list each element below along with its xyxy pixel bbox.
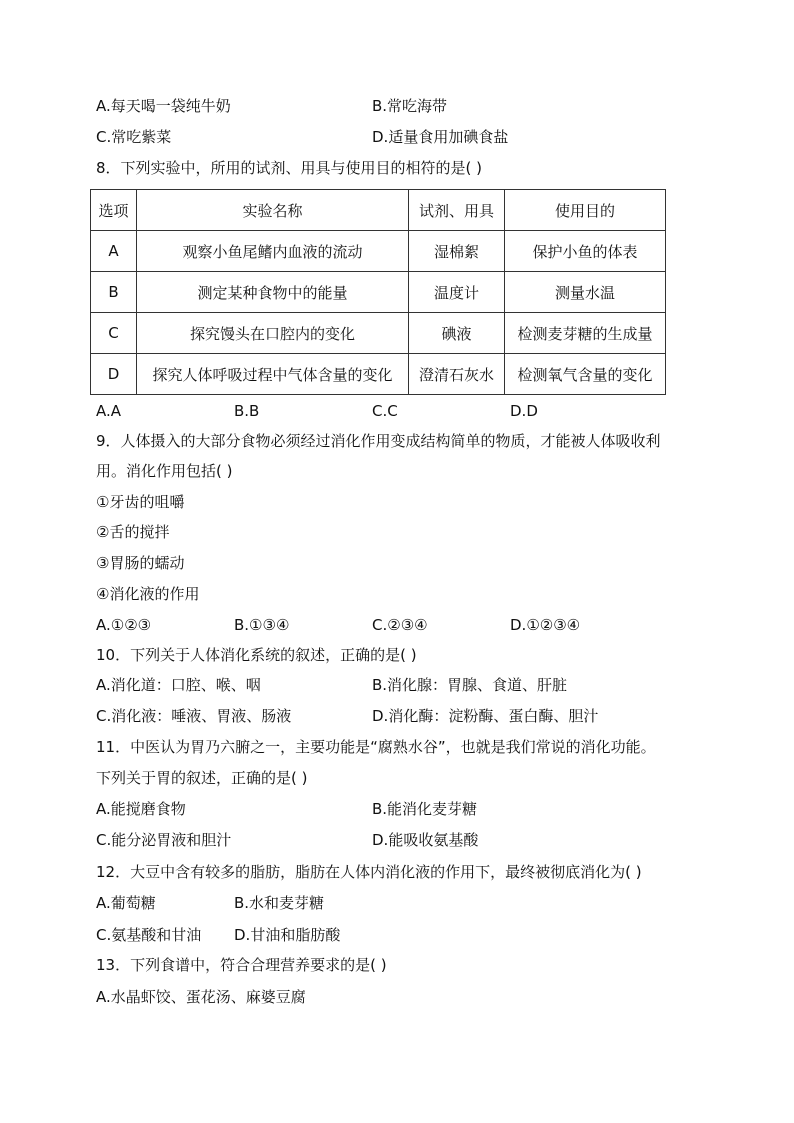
q10-option-a: A.消化道：口腔、喉、咽 — [96, 676, 261, 694]
q8-stem: 8．下列实验中，所用的试剂、用具与使用目的相符的是( ) — [96, 159, 483, 177]
q7-option-c: C.常吃紫菜 — [96, 128, 172, 146]
q13-stem: 13．下列食谱中，符合合理营养要求的是( ) — [96, 956, 387, 974]
q8-option-a: A.A — [96, 402, 122, 420]
q10-option-b: B.消化腺：胃腺、食道、肝脏 — [372, 676, 568, 694]
table-header-cell: 试剂、用具 — [409, 190, 505, 231]
table-header-cell: 使用目的 — [505, 190, 666, 231]
q9-stem-line-1: 9．人体摄入的大部分食物必须经过消化作用变成结构简单的物质，才能被人体吸收利 — [96, 432, 661, 450]
q9-option-a: A.①②③ — [96, 616, 152, 634]
table-cell: B — [91, 272, 137, 313]
q9-option-c: C.②③④ — [372, 616, 428, 634]
q8-option-c: C.C — [372, 402, 398, 420]
table-row — [91, 354, 666, 395]
table-cell: 澄清石灰水 — [409, 354, 505, 395]
table-cell: 碘液 — [409, 313, 505, 354]
q10-option-c: C.消化液：唾液、胃液、肠液 — [96, 707, 292, 725]
table-cell: 探究馒头在口腔内的变化 — [137, 313, 409, 354]
q9-item-3: ③胃肠的蠕动 — [96, 554, 185, 572]
table-header-cell: 实验名称 — [137, 190, 409, 231]
table-cell: 保护小鱼的体表 — [505, 231, 666, 272]
q9-option-d: D.①②③④ — [510, 616, 581, 634]
table-cell: 检测氧气含量的变化 — [505, 354, 666, 395]
q8-option-b: B.B — [234, 402, 260, 420]
q7-option-d: D.适量食用加碘食盐 — [372, 128, 509, 146]
table-cell: C — [91, 313, 137, 354]
q12-option-d: D.甘油和脂肪酸 — [234, 926, 341, 944]
table-cell: 测定某种食物中的能量 — [137, 272, 409, 313]
table-cell: 探究人体呼吸过程中气体含量的变化 — [137, 354, 409, 395]
q11-option-c: C.能分泌胃液和胆汁 — [96, 831, 232, 849]
q7-option-a: A.每天喝一袋纯牛奶 — [96, 97, 231, 115]
q13-option-a: A.水晶虾饺、蛋花汤、麻婆豆腐 — [96, 988, 306, 1006]
q9-stem-line-2: 用。消化作用包括( ) — [96, 462, 233, 480]
q10-option-d: D.消化酶：淀粉酶、蛋白酶、胆汁 — [372, 707, 599, 725]
q9-item-2: ②舌的搅拌 — [96, 523, 170, 541]
table-header-row — [91, 190, 666, 231]
q11-option-a: A.能搅磨食物 — [96, 800, 186, 818]
q11-stem-line-1: 11．中医认为胃乃六腑之一，主要功能是“腐熟水谷”，也就是我们常说的消化功能。 — [96, 738, 656, 756]
q10-stem: 10．下列关于人体消化系统的叙述，正确的是( ) — [96, 646, 417, 664]
q8-experiment-table — [90, 189, 666, 395]
table-cell: 湿棉絮 — [409, 231, 505, 272]
q11-option-d: D.能吸收氨基酸 — [372, 831, 479, 849]
table-row — [91, 272, 666, 313]
q12-option-b: B.水和麦芽糖 — [234, 894, 325, 912]
table-cell: 测量水温 — [505, 272, 666, 313]
table-cell: D — [91, 354, 137, 395]
table-row — [91, 231, 666, 272]
q11-option-b: B.能消化麦芽糖 — [372, 800, 478, 818]
q12-stem: 12．大豆中含有较多的脂肪，脂肪在人体内消化液的作用下，最终被彻底消化为( ) — [96, 863, 642, 881]
q12-option-c: C.氨基酸和甘油 — [96, 926, 202, 944]
table-cell: 检测麦芽糖的生成量 — [505, 313, 666, 354]
q11-stem-line-2: 下列关于胃的叙述，正确的是( ) — [96, 769, 308, 787]
table-header-cell: 选项 — [91, 190, 137, 231]
table-cell: 观察小鱼尾鳍内血液的流动 — [137, 231, 409, 272]
q9-item-1: ①牙齿的咀嚼 — [96, 493, 185, 511]
q8-option-d: D.D — [510, 402, 538, 420]
q9-option-b: B.①③④ — [234, 616, 290, 634]
table-row — [91, 313, 666, 354]
q12-option-a: A.葡萄糖 — [96, 894, 156, 912]
table-cell: 温度计 — [409, 272, 505, 313]
q9-item-4: ④消化液的作用 — [96, 585, 200, 603]
table-cell: A — [91, 231, 137, 272]
q7-option-b: B.常吃海带 — [372, 97, 448, 115]
